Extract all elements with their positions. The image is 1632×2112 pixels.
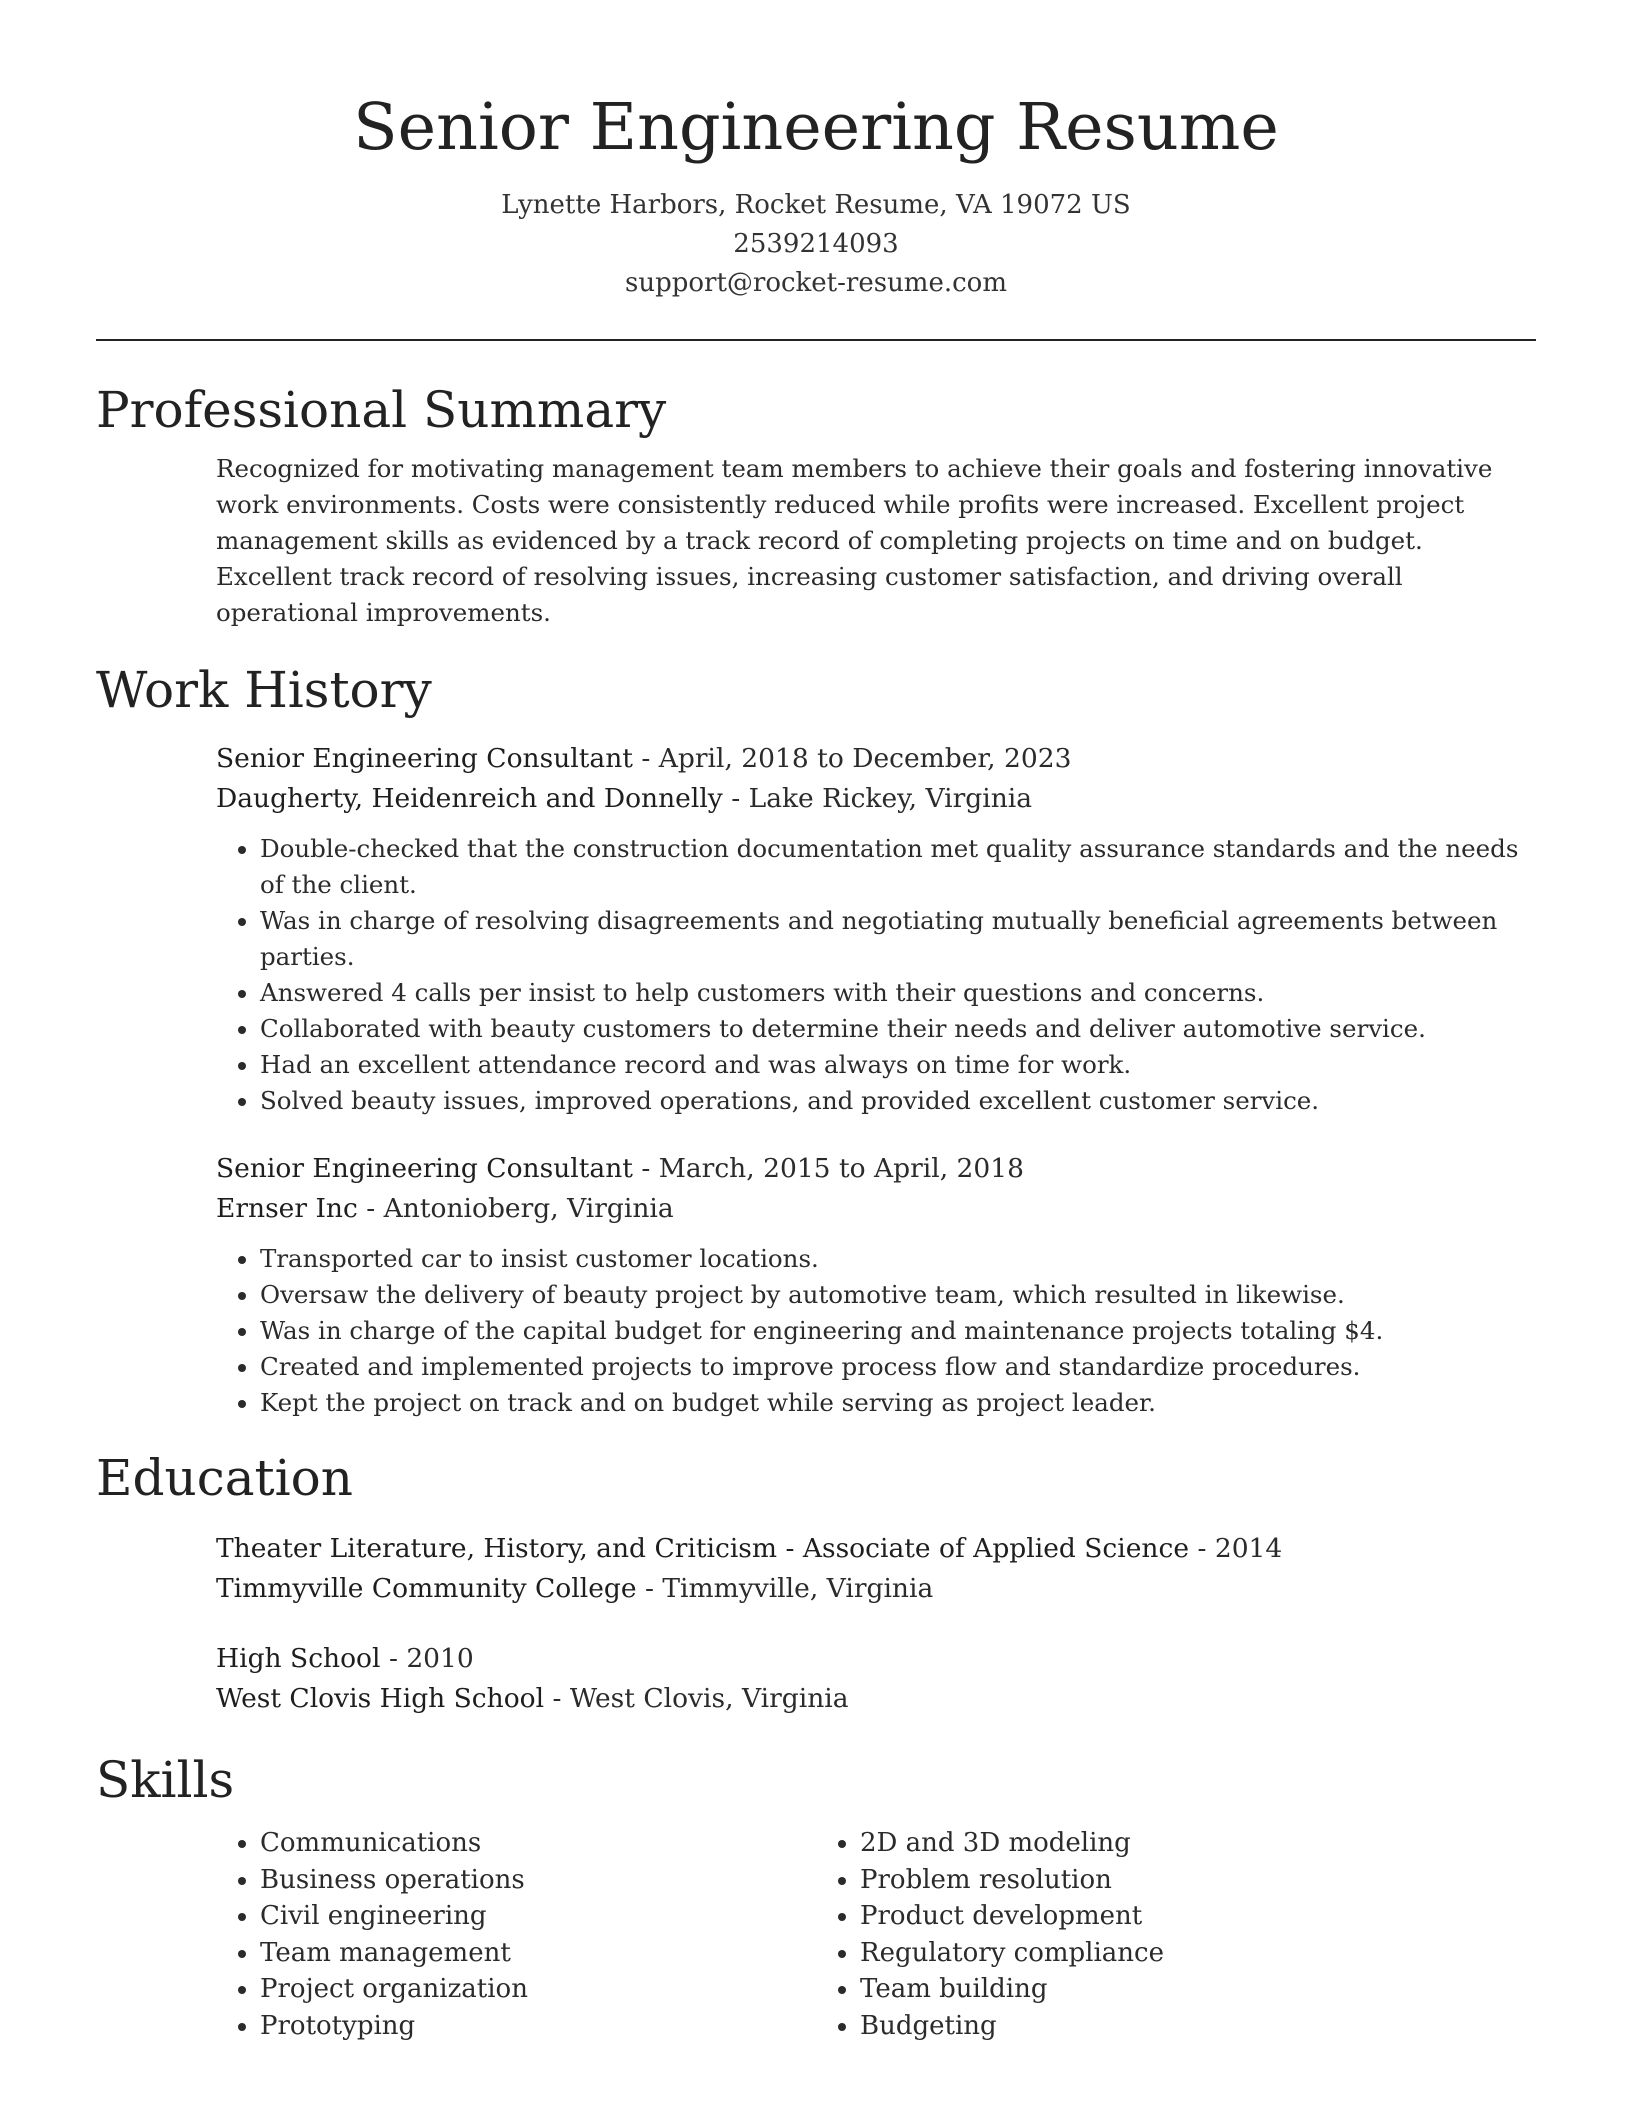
summary-heading: Professional Summary [96,381,667,439]
list-item: • Oversaw the delivery of beauty project by automotive team, which resulted in likewise. [260,1277,1536,1313]
job-bullets [216,831,1536,1119]
skill-item: • Team management [260,1935,816,1972]
list-item: • Created and implemented projects to improve process flow and standardize procedures. [260,1349,1536,1385]
job-entry [216,1149,1536,1421]
education-school: West Clovis High School [216,1683,545,1714]
job-entry [216,739,1536,1119]
education-section [216,1529,1536,1719]
skills-heading: Skills [96,1751,235,1809]
skill-item: • Civil engineering [260,1898,816,1935]
header-divider [96,339,1536,341]
skill-item: • Regulatory compliance [860,1935,1456,1972]
list-item: • Collaborated with beauty customers to determine their needs and deliver automotive service. [260,1011,1536,1047]
skill-item: • Project organization [260,1971,816,2008]
education-program-line [216,1529,1536,1569]
education-school-line [216,1569,1536,1609]
education-heading: Education [96,1449,353,1507]
job-bullets [216,1241,1536,1421]
skill-item: • Problem resolution [860,1862,1456,1899]
skills-list-left [216,1825,816,2044]
contact-email: support@rocket-resume.com [624,268,1007,298]
skill-item: • 2D and 3D modeling [860,1825,1456,1862]
summary-section [216,451,1536,631]
job-dates: - March, 2015 to April, 2018 [641,1153,1024,1184]
education-school-line [216,1679,1536,1719]
contact-phone: 2539214093 [733,229,899,259]
list-item: • Was in charge of resolving disagreements and negotiating mutually beneficial agreements between parties. [260,903,1536,975]
page-title: Senior Engineering Resume [353,90,1279,165]
education-location: - West Clovis, Virginia [552,1683,849,1714]
job-company: Daugherty, Heidenreich and Donnelly [216,783,723,814]
education-year: - 2010 [388,1643,474,1674]
skill-item: • Team building [860,1971,1456,2008]
job-title-line [216,1149,1536,1189]
skills-columns [216,1825,1536,2044]
job-title: Senior Engineering Consultant [216,1153,633,1184]
job-title: Senior Engineering Consultant [216,743,633,774]
list-item: • Double-checked that the construction documentation met quality assurance standards and the needs of the client. [260,831,1536,903]
skills-section [216,1825,1536,2044]
education-program-line [216,1639,1536,1679]
resume-header [96,0,1536,303]
skill-item: • Budgeting [860,2008,1456,2045]
education-entry [216,1529,1536,1609]
work-history-heading: Work History [96,661,432,719]
education-program: Theater Literature, History, and Criticism - Associate of Applied Science [216,1533,1190,1564]
education-year: - 2014 [1197,1533,1283,1564]
summary-text: Recognized for motivating management team members to achieve their goals and fostering innovative work environments. Costs were consistently reduced while profits were increased. Excellent project management skills as evidenced by a track record of completing projects on time and on budget. Excellent track record of resolving issues, increasing customer satisfaction, and driving overall operational improvements. [216,454,1493,627]
job-location: - Antonioberg, Virginia [366,1193,674,1224]
job-company-line [216,779,1536,819]
education-location: - Timmyville, Virginia [644,1573,934,1604]
list-item: • Solved beauty issues, improved operations, and provided excellent customer service. [260,1083,1536,1119]
job-title-line [216,739,1536,779]
education-school: Timmyville Community College [216,1573,637,1604]
contact-block [96,186,1536,303]
contact-address: Lynette Harbors, Rocket Resume, VA 19072 US [501,190,1131,220]
work-history-section [216,739,1536,1421]
list-item: • Transported car to insist customer locations. [260,1241,1536,1277]
job-company-line [216,1189,1536,1229]
list-item: • Had an excellent attendance record and was always on time for work. [260,1047,1536,1083]
list-item: • Was in charge of the capital budget for engineering and maintenance projects totaling $4. [260,1313,1536,1349]
job-company: Ernser Inc [216,1193,358,1224]
skill-item: • Communications [260,1825,816,1862]
skill-item: • Product development [860,1898,1456,1935]
education-entry [216,1639,1536,1719]
skill-item: • Prototyping [260,2008,816,2045]
job-location: - Lake Rickey, Virginia [731,783,1033,814]
list-item: • Answered 4 calls per insist to help customers with their questions and concerns. [260,975,1536,1011]
education-program: High School [216,1643,381,1674]
job-dates: - April, 2018 to December, 2023 [641,743,1072,774]
list-item: • Kept the project on track and on budget while serving as project leader. [260,1385,1536,1421]
skills-list-right [816,1825,1456,2044]
skill-item: • Business operations [260,1862,816,1899]
